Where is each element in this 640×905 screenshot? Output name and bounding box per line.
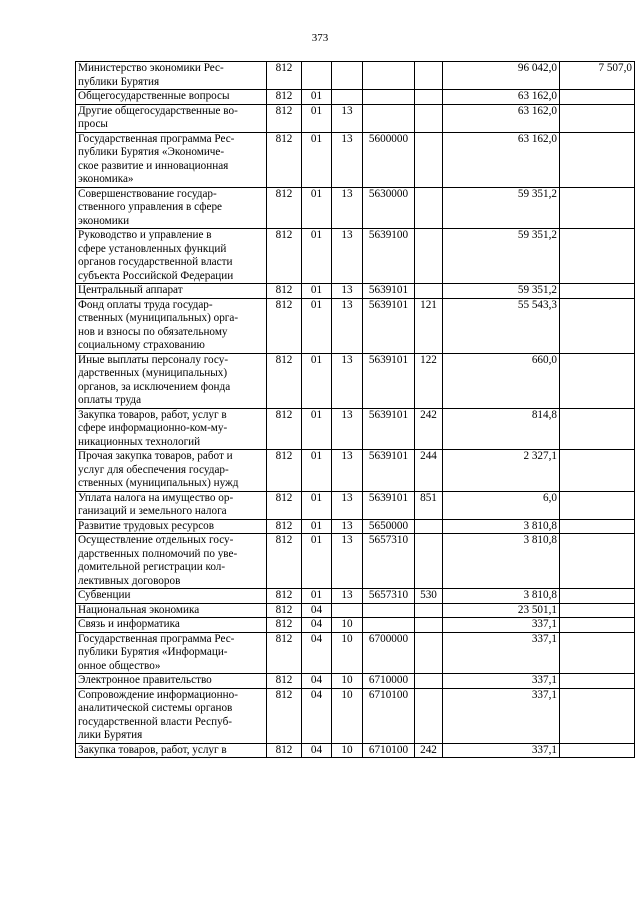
- table-row: [76, 688, 635, 743]
- row-amount-cell: 59 351,2: [443, 284, 560, 299]
- row-expense-type-cell: [415, 632, 443, 674]
- row-section-cell: 01: [302, 187, 332, 229]
- table-row: [76, 229, 635, 284]
- row-target-article-cell: [363, 62, 415, 90]
- row-name-cell: [76, 632, 267, 674]
- row-amount-cell: 59 351,2: [443, 187, 560, 229]
- row-target-article-cell: 5657310: [363, 589, 415, 604]
- row-target-article-cell: 5639100: [363, 229, 415, 284]
- row-subsection-cell: 10: [332, 688, 363, 743]
- row-amount-extra-cell: [560, 132, 635, 187]
- row-expense-type-cell: [415, 519, 443, 534]
- row-ministry-code-cell: 812: [267, 519, 302, 534]
- row-amount-cell: 337,1: [443, 618, 560, 633]
- row-ministry-code-cell: 812: [267, 632, 302, 674]
- row-subsection-cell: 13: [332, 534, 363, 589]
- row-section-cell: 01: [302, 90, 332, 105]
- table-row: [76, 298, 635, 353]
- row-name-text: Другие общегосударственные во- просы: [78, 104, 238, 130]
- table-row: [76, 408, 635, 450]
- row-amount-extra-cell: [560, 284, 635, 299]
- table-row: [76, 632, 635, 674]
- row-name-text: Иные выплаты персоналу госу- дарственных (муниципальных) органов, за исключением фонда оплаты труда: [78, 353, 231, 406]
- row-amount-extra-cell: [560, 353, 635, 408]
- table-row: [76, 674, 635, 689]
- row-subsection-cell: 13: [332, 450, 363, 492]
- row-name-text: Центральный аппарат: [78, 284, 183, 296]
- row-ministry-code-cell: 812: [267, 674, 302, 689]
- row-target-article-cell: 6710000: [363, 674, 415, 689]
- row-section-cell: 01: [302, 408, 332, 450]
- row-amount-cell: 63 162,0: [443, 90, 560, 105]
- row-amount-extra-cell: [560, 519, 635, 534]
- row-section-cell: 04: [302, 618, 332, 633]
- table-row: [76, 62, 635, 90]
- row-section-cell: 01: [302, 284, 332, 299]
- row-ministry-code-cell: 812: [267, 450, 302, 492]
- row-expense-type-cell: [415, 90, 443, 105]
- row-target-article-cell: 5639101: [363, 450, 415, 492]
- row-ministry-code-cell: 812: [267, 743, 302, 758]
- row-amount-cell: 660,0: [443, 353, 560, 408]
- row-amount-extra-cell: [560, 408, 635, 450]
- row-name-cell: [76, 298, 267, 353]
- row-subsection-cell: 10: [332, 632, 363, 674]
- row-ministry-code-cell: 812: [267, 132, 302, 187]
- row-ministry-code-cell: 812: [267, 491, 302, 519]
- row-amount-cell: 96 042,0: [443, 62, 560, 90]
- row-name-cell: [76, 491, 267, 519]
- row-section-cell: 01: [302, 450, 332, 492]
- row-expense-type-cell: 121: [415, 298, 443, 353]
- row-subsection-cell: 13: [332, 104, 363, 132]
- row-name-cell: [76, 229, 267, 284]
- row-name-cell: [76, 187, 267, 229]
- table-row: [76, 284, 635, 299]
- row-target-article-cell: 5639101: [363, 284, 415, 299]
- row-name-cell: [76, 534, 267, 589]
- table-row: [76, 187, 635, 229]
- row-amount-cell: 59 351,2: [443, 229, 560, 284]
- row-subsection-cell: 13: [332, 298, 363, 353]
- row-section-cell: 01: [302, 229, 332, 284]
- row-amount-extra-cell: [560, 688, 635, 743]
- row-ministry-code-cell: 812: [267, 534, 302, 589]
- row-amount-extra-cell: [560, 90, 635, 105]
- row-expense-type-cell: [415, 62, 443, 90]
- table-row: [76, 90, 635, 105]
- budget-table-body: [76, 62, 635, 758]
- row-subsection-cell: 13: [332, 284, 363, 299]
- row-ministry-code-cell: 812: [267, 618, 302, 633]
- row-target-article-cell: 5639101: [363, 298, 415, 353]
- row-subsection-cell: 10: [332, 674, 363, 689]
- row-expense-type-cell: [415, 132, 443, 187]
- row-name-cell: [76, 674, 267, 689]
- row-target-article-cell: 5630000: [363, 187, 415, 229]
- row-name-text: Закупка товаров, работ, услуг в: [78, 743, 227, 756]
- row-expense-type-cell: [415, 187, 443, 229]
- row-amount-cell: 337,1: [443, 743, 560, 758]
- row-amount-cell: 337,1: [443, 632, 560, 674]
- row-amount-extra-cell: [560, 618, 635, 633]
- row-target-article-cell: [363, 603, 415, 618]
- row-subsection-cell: 13: [332, 132, 363, 187]
- row-subsection-cell: [332, 603, 363, 618]
- row-amount-extra-cell: [560, 534, 635, 589]
- table-row: [76, 519, 635, 534]
- row-expense-type-cell: [415, 688, 443, 743]
- row-amount-extra-cell: [560, 298, 635, 353]
- row-amount-extra-cell: [560, 589, 635, 604]
- row-section-cell: 01: [302, 519, 332, 534]
- row-expense-type-cell: [415, 534, 443, 589]
- row-section-cell: 01: [302, 589, 332, 604]
- row-amount-extra-cell: [560, 632, 635, 674]
- row-name-text: Уплата налога на имущество ор- ганизаций и земельного налога: [78, 491, 234, 517]
- row-section-cell: 04: [302, 674, 332, 689]
- table-row: [76, 534, 635, 589]
- row-name-cell: [76, 743, 267, 758]
- row-amount-extra-cell: [560, 104, 635, 132]
- row-name-text: Фонд оплаты труда государ- ственных (муниципальных) орга- нов и взносы по обязательному социальному страхованию: [78, 298, 239, 351]
- row-ministry-code-cell: 812: [267, 187, 302, 229]
- row-section-cell: 01: [302, 132, 332, 187]
- row-name-cell: [76, 104, 267, 132]
- row-section-cell: 01: [302, 298, 332, 353]
- page-number: 373: [311, 32, 329, 44]
- row-name-text: Совершенствование государ- ственного управления в сфере экономики: [78, 187, 223, 227]
- row-name-text: Руководство и управление в сфере установленных функций органов государственной власти субъекта Российской Федерации: [78, 229, 234, 282]
- table-row: [76, 353, 635, 408]
- table-row: [76, 104, 635, 132]
- row-expense-type-cell: 851: [415, 491, 443, 519]
- row-expense-type-cell: 530: [415, 589, 443, 604]
- row-target-article-cell: 5657310: [363, 534, 415, 589]
- row-expense-type-cell: [415, 229, 443, 284]
- row-amount-cell: 337,1: [443, 674, 560, 689]
- row-subsection-cell: 13: [332, 229, 363, 284]
- row-ministry-code-cell: 812: [267, 104, 302, 132]
- row-ministry-code-cell: 812: [267, 688, 302, 743]
- row-name-text: Общегосударственные вопросы: [78, 90, 230, 102]
- row-subsection-cell: 13: [332, 519, 363, 534]
- row-name-cell: [76, 284, 267, 299]
- row-ministry-code-cell: 812: [267, 284, 302, 299]
- row-amount-cell: 6,0: [443, 491, 560, 519]
- row-ministry-code-cell: 812: [267, 229, 302, 284]
- row-amount-cell: 63 162,0: [443, 132, 560, 187]
- row-name-text: Связь и информатика: [78, 618, 180, 630]
- row-expense-type-cell: [415, 618, 443, 633]
- row-ministry-code-cell: 812: [267, 603, 302, 618]
- row-target-article-cell: 5650000: [363, 519, 415, 534]
- row-section-cell: [302, 62, 332, 90]
- row-subsection-cell: [332, 62, 363, 90]
- row-subsection-cell: 13: [332, 589, 363, 604]
- row-subsection-cell: 10: [332, 743, 363, 758]
- row-section-cell: 01: [302, 491, 332, 519]
- row-subsection-cell: 13: [332, 491, 363, 519]
- row-amount-cell: 3 810,8: [443, 519, 560, 534]
- row-target-article-cell: [363, 90, 415, 105]
- row-amount-extra-cell: [560, 491, 635, 519]
- row-section-cell: 04: [302, 603, 332, 618]
- row-expense-type-cell: 242: [415, 743, 443, 758]
- row-amount-extra-cell: [560, 674, 635, 689]
- row-name-text: Осуществление отдельных госу- дарственных полномочий по уве- домительной регистрации кол- лективных договоров: [78, 534, 238, 587]
- row-expense-type-cell: [415, 674, 443, 689]
- row-name-cell: [76, 353, 267, 408]
- row-name-cell: [76, 450, 267, 492]
- row-name-cell: [76, 408, 267, 450]
- row-name-text: Сопровождение информационно- аналитической системы органов государственной власти Респуб- лики Бурятия: [78, 688, 238, 741]
- row-name-cell: [76, 62, 267, 90]
- row-target-article-cell: 5639101: [363, 491, 415, 519]
- row-ministry-code-cell: 812: [267, 90, 302, 105]
- row-ministry-code-cell: 812: [267, 408, 302, 450]
- row-name-text: Субвенции: [78, 589, 131, 601]
- row-subsection-cell: 13: [332, 408, 363, 450]
- row-amount-cell: 63 162,0: [443, 104, 560, 132]
- row-target-article-cell: [363, 104, 415, 132]
- row-target-article-cell: 6710100: [363, 688, 415, 743]
- row-subsection-cell: [332, 90, 363, 105]
- row-expense-type-cell: 122: [415, 353, 443, 408]
- table-row: [76, 132, 635, 187]
- row-expense-type-cell: 242: [415, 408, 443, 450]
- row-name-cell: [76, 519, 267, 534]
- row-amount-cell: 3 810,8: [443, 589, 560, 604]
- row-amount-cell: 23 501,1: [443, 603, 560, 618]
- row-section-cell: 01: [302, 534, 332, 589]
- row-section-cell: 04: [302, 632, 332, 674]
- row-target-article-cell: 6700000: [363, 632, 415, 674]
- row-section-cell: 01: [302, 353, 332, 408]
- table-row: [76, 491, 635, 519]
- budget-table: [75, 61, 635, 758]
- row-amount-extra-cell: 7 507,0: [560, 62, 635, 90]
- row-name-text: Закупка товаров, работ, услуг в сфере информационно-ком-му- никационных технологий: [78, 408, 228, 448]
- row-amount-extra-cell: [560, 603, 635, 618]
- row-subsection-cell: 13: [332, 353, 363, 408]
- table-row: [76, 603, 635, 618]
- row-section-cell: 04: [302, 743, 332, 758]
- row-name-cell: [76, 132, 267, 187]
- table-row: [76, 618, 635, 633]
- row-expense-type-cell: [415, 603, 443, 618]
- row-amount-cell: 3 810,8: [443, 534, 560, 589]
- row-amount-extra-cell: [560, 229, 635, 284]
- row-subsection-cell: 10: [332, 618, 363, 633]
- row-name-text: Развитие трудовых ресурсов: [78, 519, 215, 532]
- row-section-cell: 04: [302, 688, 332, 743]
- row-name-text: Государственная программа Рес- публики Бурятия «Экономиче- ское развитие и инновационная экономика»: [78, 132, 235, 185]
- row-amount-cell: 2 327,1: [443, 450, 560, 492]
- row-amount-extra-cell: [560, 450, 635, 492]
- row-target-article-cell: 5639101: [363, 353, 415, 408]
- row-name-cell: [76, 618, 267, 633]
- row-target-article-cell: 5639101: [363, 408, 415, 450]
- row-target-article-cell: 5600000: [363, 132, 415, 187]
- row-name-text: Прочая закупка товаров, работ и услуг для обеспечения государ- ственных (муниципальных) нужд: [78, 450, 239, 489]
- row-name-text: Министерство экономики Рес- публики Бурятия: [78, 62, 224, 88]
- row-name-cell: [76, 589, 267, 604]
- row-name-cell: [76, 90, 267, 105]
- row-amount-cell: 814,8: [443, 408, 560, 450]
- row-name-text: Электронное правительство: [78, 674, 212, 686]
- row-amount-extra-cell: [560, 187, 635, 229]
- row-ministry-code-cell: 812: [267, 62, 302, 90]
- row-name-text: Национальная экономика: [78, 603, 200, 616]
- row-name-cell: [76, 603, 267, 618]
- row-ministry-code-cell: 812: [267, 353, 302, 408]
- row-expense-type-cell: [415, 104, 443, 132]
- row-expense-type-cell: [415, 284, 443, 299]
- row-name-text: Государственная программа Рес- публики Бурятия «Информаци- онное общество»: [78, 632, 235, 672]
- row-ministry-code-cell: 812: [267, 589, 302, 604]
- table-row: [76, 450, 635, 492]
- row-expense-type-cell: 244: [415, 450, 443, 492]
- row-subsection-cell: 13: [332, 187, 363, 229]
- table-row: [76, 743, 635, 758]
- row-amount-cell: 55 543,3: [443, 298, 560, 353]
- row-name-cell: [76, 688, 267, 743]
- row-ministry-code-cell: 812: [267, 298, 302, 353]
- row-target-article-cell: [363, 618, 415, 633]
- row-amount-cell: 337,1: [443, 688, 560, 743]
- row-section-cell: 01: [302, 104, 332, 132]
- row-amount-extra-cell: [560, 743, 635, 758]
- table-row: [76, 589, 635, 604]
- row-target-article-cell: 6710100: [363, 743, 415, 758]
